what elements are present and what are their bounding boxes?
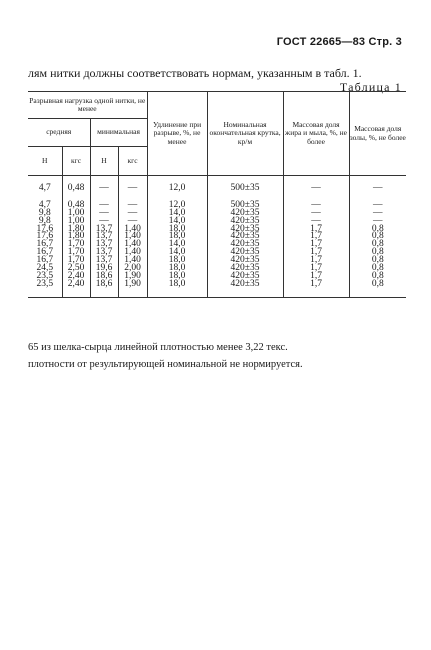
intro-line: лям нитки должны соответствовать нормам, указанным в табл. 1. xyxy=(28,66,362,80)
cell-fat: — xyxy=(283,210,349,218)
cell-fat: — xyxy=(283,202,349,210)
cell-avg-n: 9,8 xyxy=(28,210,62,218)
cell-twist: 420±35 xyxy=(207,273,283,281)
cell-min-kgs: — xyxy=(118,202,147,210)
cell-elongation: 14,0 xyxy=(147,218,207,226)
cell-avg-n: 24,5 xyxy=(28,265,62,273)
table-head xyxy=(28,92,406,176)
table-row xyxy=(28,257,406,265)
cell-avg-kgs: 2,50 xyxy=(62,265,90,273)
cell-avg-n: 16,7 xyxy=(28,257,62,265)
cell-avg-kgs: 1,70 xyxy=(62,249,90,257)
cell-min-n: — xyxy=(90,202,118,210)
cell-min-kgs: 1,40 xyxy=(118,241,147,249)
cell-twist: 420±35 xyxy=(207,249,283,257)
cell-twist: 420±35 xyxy=(207,265,283,273)
table-row xyxy=(28,218,406,226)
cell-ash: 0,8 xyxy=(371,270,384,281)
cell-elongation: 14,0 xyxy=(147,241,207,249)
table-row xyxy=(28,233,406,241)
cell-fat: 1,7 xyxy=(283,273,349,281)
cell-elongation: 12,0 xyxy=(147,202,207,210)
requirements-table xyxy=(28,91,406,298)
table-row xyxy=(28,226,406,234)
cell-min-n: 13,7 xyxy=(90,249,118,257)
cell-twist: 420±35 xyxy=(207,241,283,249)
cell-ash: 0,8 xyxy=(371,263,384,274)
cell-elongation: 18,0 xyxy=(147,257,207,265)
cell-ash: — xyxy=(373,182,383,193)
cell-elongation: 18,0 xyxy=(147,226,207,234)
cell-fat: 1,7 xyxy=(283,233,349,241)
cell-ash: 0,8 xyxy=(371,231,384,242)
cell-min-kgs: 1,40 xyxy=(118,249,147,257)
cell-min-n: — xyxy=(90,218,118,226)
header-ash: Массовая доля золы, %, не более xyxy=(349,92,406,176)
table-row xyxy=(28,241,406,249)
cell-ash: 0,8 xyxy=(371,239,384,250)
cell-fat: 1,7 xyxy=(283,241,349,249)
cell-avg-kgs: 1,70 xyxy=(62,241,90,249)
cell-avg-kgs: 1,70 xyxy=(62,257,90,265)
cell-avg-kgs: 1,80 xyxy=(62,226,90,234)
cell-fat: — xyxy=(283,184,349,194)
header-breaking-load: Разрывная нагрузка одной нитки, не менее xyxy=(28,92,147,119)
cell-fat: 1,7 xyxy=(283,249,349,257)
unit-kgs-min: кгс xyxy=(118,147,147,176)
cell-ash: 0,8 xyxy=(371,223,384,234)
cell-avg-n: 17,6 xyxy=(28,233,62,241)
header-fat-soap: Массовая доля жира и мыла, %, не более xyxy=(283,92,349,176)
unit-newton-min: Н xyxy=(90,147,118,176)
cell-min-kgs: 1,90 xyxy=(118,273,147,281)
cell-twist: 420±35 xyxy=(207,218,283,226)
cell-elongation: 12,0 xyxy=(147,184,207,194)
cell-twist: 420±35 xyxy=(207,226,283,234)
cell-twist: 420±35 xyxy=(207,257,283,265)
cell-min-kgs: 1,40 xyxy=(118,226,147,234)
header-average: средняя xyxy=(28,119,90,147)
cell-twist: 420±35 xyxy=(207,233,283,241)
cell-elongation: 14,0 xyxy=(147,210,207,218)
unit-kgs-avg: кгс xyxy=(62,147,90,176)
cell-fat: — xyxy=(283,218,349,226)
cell-avg-kgs: 1,00 xyxy=(62,210,90,218)
cell-min-n: — xyxy=(90,210,118,218)
cell-avg-n: 23,5 xyxy=(28,281,62,289)
cell-min-n: 13,7 xyxy=(90,233,118,241)
cell-ash: — xyxy=(373,207,383,218)
cell-avg-kgs: 1,80 xyxy=(62,233,90,241)
cell-elongation: 14,0 xyxy=(147,249,207,257)
cell-min-n: — xyxy=(90,184,118,194)
cell-avg-kgs: 2,40 xyxy=(62,281,90,289)
cell-min-n: 18,6 xyxy=(90,273,118,281)
cell-twist: 420±35 xyxy=(207,210,283,218)
cell-min-kgs: — xyxy=(118,184,147,194)
unit-newton-avg: Н xyxy=(28,147,62,176)
cell-ash: — xyxy=(373,215,383,226)
cell-avg-n: 16,7 xyxy=(28,249,62,257)
cell-min-kgs: 1,40 xyxy=(118,257,147,265)
cell-avg-n: 17,6 xyxy=(28,226,62,234)
cell-min-n: 13,7 xyxy=(90,241,118,249)
cell-min-kgs: — xyxy=(118,210,147,218)
cell-min-kgs: 1,90 xyxy=(118,281,147,289)
cell-ash: 0,8 xyxy=(371,247,384,258)
table-row xyxy=(28,281,406,289)
table-label: Таблица 1 xyxy=(339,80,402,94)
cell-avg-n: 4,7 xyxy=(28,184,62,194)
cell-avg-kgs: 0,48 xyxy=(62,184,90,194)
cell-min-n: 13,7 xyxy=(90,226,118,234)
cell-avg-n: 16,7 xyxy=(28,241,62,249)
page-header: ГОСТ 22665—83 Стр. 3 xyxy=(276,36,402,48)
cell-fat: 1,7 xyxy=(283,281,349,289)
cell-fat: 1,7 xyxy=(283,257,349,265)
footnote-line: плотности от результирующей номинальной не нормируется. xyxy=(28,359,303,370)
cell-twist: 500±35 xyxy=(207,184,283,194)
cell-min-n: 19,6 xyxy=(90,265,118,273)
cell-min-kgs: 1,40 xyxy=(118,233,147,241)
cell-min-n: 13,7 xyxy=(90,257,118,265)
cell-avg-kgs: 1,00 xyxy=(62,218,90,226)
footnotes xyxy=(28,339,408,373)
cell-avg-kgs: 2,40 xyxy=(62,273,90,281)
cell-avg-n: 9,8 xyxy=(28,218,62,226)
cell-fat: 1,7 xyxy=(283,226,349,234)
table-row xyxy=(28,202,406,210)
cell-min-kgs: — xyxy=(118,218,147,226)
table-row xyxy=(28,249,406,257)
cell-ash: 0,8 xyxy=(371,278,384,289)
header-minimum: минимальная xyxy=(90,119,147,147)
table-row xyxy=(28,210,406,218)
cell-min-kgs: 2,00 xyxy=(118,265,147,273)
table-row xyxy=(28,184,406,194)
footnote-line: 65 из шелка-сырца линейной плотностью менее 3,22 текс. xyxy=(28,342,288,353)
table-body xyxy=(28,176,406,298)
cell-avg-kgs: 0,48 xyxy=(62,202,90,210)
cell-elongation: 18,0 xyxy=(147,273,207,281)
cell-fat: 1,7 xyxy=(283,265,349,273)
cell-twist: 420±35 xyxy=(207,281,283,289)
cell-elongation: 18,0 xyxy=(147,265,207,273)
cell-elongation: 18,0 xyxy=(147,233,207,241)
table-row xyxy=(28,273,406,281)
cell-avg-n: 23,5 xyxy=(28,273,62,281)
cell-twist: 500±35 xyxy=(207,202,283,210)
header-elongation: Удлинение при разрыве, %, не менее xyxy=(147,92,207,176)
cell-elongation: 18,0 xyxy=(147,281,207,289)
cell-avg-n: 4,7 xyxy=(28,202,62,210)
table-row xyxy=(28,265,406,273)
cell-min-n: 18,6 xyxy=(90,281,118,289)
cell-ash: 0,8 xyxy=(371,255,384,266)
header-twist: Номинальная окончательная крутка, кр/м xyxy=(207,92,283,176)
cell-ash: — xyxy=(373,199,383,210)
